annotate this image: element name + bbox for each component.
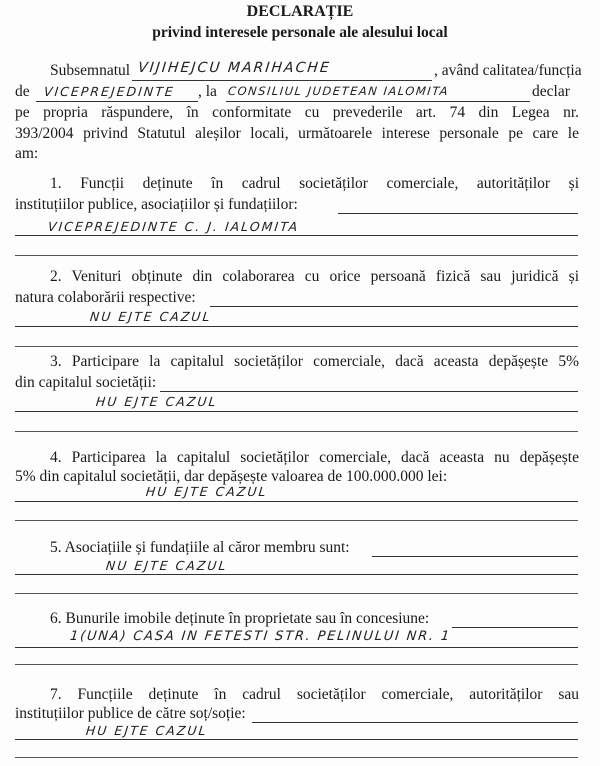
function-field-rule xyxy=(36,101,198,102)
section-7-rule-1 xyxy=(15,739,578,740)
section-6-answer[interactable]: 1(UNA) CASA IN FETESTI STR. PELINULUI NR. 1 xyxy=(69,629,452,644)
section-4-subheading: 5% din capitalul societății, dar depășește valoarea de 100.000.000 lei: xyxy=(15,468,448,485)
section-3-rule-2 xyxy=(15,431,578,432)
section-7-subheading: instituțiilor publice de către soț/soție: xyxy=(15,705,246,722)
section-4-rule-2 xyxy=(15,520,578,521)
section-3-heading: 3. Participare la capitalul societăților comerciale, dacă aceasta depășește 5% xyxy=(50,353,579,370)
section-7-answer[interactable]: HU EJTE CAZUL xyxy=(85,723,209,738)
intro-text-line-4: 393/2004 privind Statutul aleșilor locali, următoarele interese personale pe care le xyxy=(15,125,579,142)
institution-field-rule xyxy=(226,101,530,102)
section-5-rule-1 xyxy=(15,574,578,575)
section-3-answer[interactable]: HU EJTE CAZUL xyxy=(95,394,219,409)
section-5-rule-2 xyxy=(15,593,578,594)
section-1-rule-inline xyxy=(338,213,578,214)
section-4-answer[interactable]: HU EJTE CAZUL xyxy=(145,484,269,499)
section-2-subheading: natura colaborării respective: xyxy=(15,289,196,306)
document-title: DECLARAȚIE xyxy=(246,3,354,20)
section-6-rule-1 xyxy=(15,647,578,648)
section-2-answer[interactable]: NU EJTE CAZUL xyxy=(89,309,213,324)
section-6-heading: 6. Bunurile imobile deținute în proprietate sau în concesiune: xyxy=(50,610,430,627)
intro-text-line-3: pe propria răspundere, în conformitate cu prevederile art. 74 din Legea nr. xyxy=(15,104,579,121)
section-2-heading: 2. Venituri obținute din colaborarea cu orice persoană fizică sau juridică și xyxy=(50,268,579,285)
section-6-rule-inline xyxy=(452,627,578,628)
intro-la-label: , la xyxy=(198,83,217,100)
function-field[interactable]: VICEPREJEDINTE xyxy=(43,84,176,99)
section-1-subheading: instituțiilor publice, asociațiilor și fundațiilor: xyxy=(15,196,298,213)
section-5-rule-inline xyxy=(372,556,578,557)
name-field-rule xyxy=(132,80,432,81)
intro-declar-label: declar xyxy=(532,83,570,100)
section-3-rule-1 xyxy=(15,411,578,412)
institution-field[interactable]: CONSILIUL JUDETEAN IALOMITA xyxy=(227,84,450,98)
intro-subsemnatul-label: Subsemnatul xyxy=(50,62,131,79)
section-4-heading: 4. Participarea la capitalul societăților comerciale, dacă aceasta nu depășește xyxy=(50,449,579,466)
section-1-heading: 1. Funcții deținute în cadrul societăților comerciale, autorităților și xyxy=(50,175,579,192)
section-5-heading: 5. Asociațiile și fundațiile al căror membru sunt: xyxy=(50,539,350,556)
section-5-answer[interactable]: NU EJTE CAZUL xyxy=(105,558,229,573)
section-3-rule-inline xyxy=(160,391,578,392)
intro-de-label: de xyxy=(15,83,30,100)
section-6-rule-2 xyxy=(15,664,578,665)
section-1-answer[interactable]: VICEPREJEDINTE C. J. IALOMITA xyxy=(47,219,301,234)
section-7-rule-inline xyxy=(252,722,578,723)
section-7-heading: 7. Funcțiile deținute în cadrul societăților comerciale, autorităților sau xyxy=(50,686,579,703)
section-2-rule-2 xyxy=(15,346,578,347)
section-2-rule-1 xyxy=(15,326,578,327)
intro-text-line-5: am: xyxy=(15,145,39,162)
intro-quality-label: , având calitatea/funcția xyxy=(434,62,582,79)
section-1-rule-1 xyxy=(15,235,578,236)
section-2-rule-inline xyxy=(210,306,578,307)
name-field[interactable]: VIJIHEJCU MARIHACHE xyxy=(137,60,332,76)
section-4-rule-1 xyxy=(15,501,578,502)
section-3-subheading: din capitalul societății: xyxy=(15,374,157,391)
section-7-rule-2 xyxy=(15,757,578,758)
document-subtitle: privind interesele personale ale alesului local xyxy=(152,24,448,41)
section-1-rule-2 xyxy=(15,255,578,256)
